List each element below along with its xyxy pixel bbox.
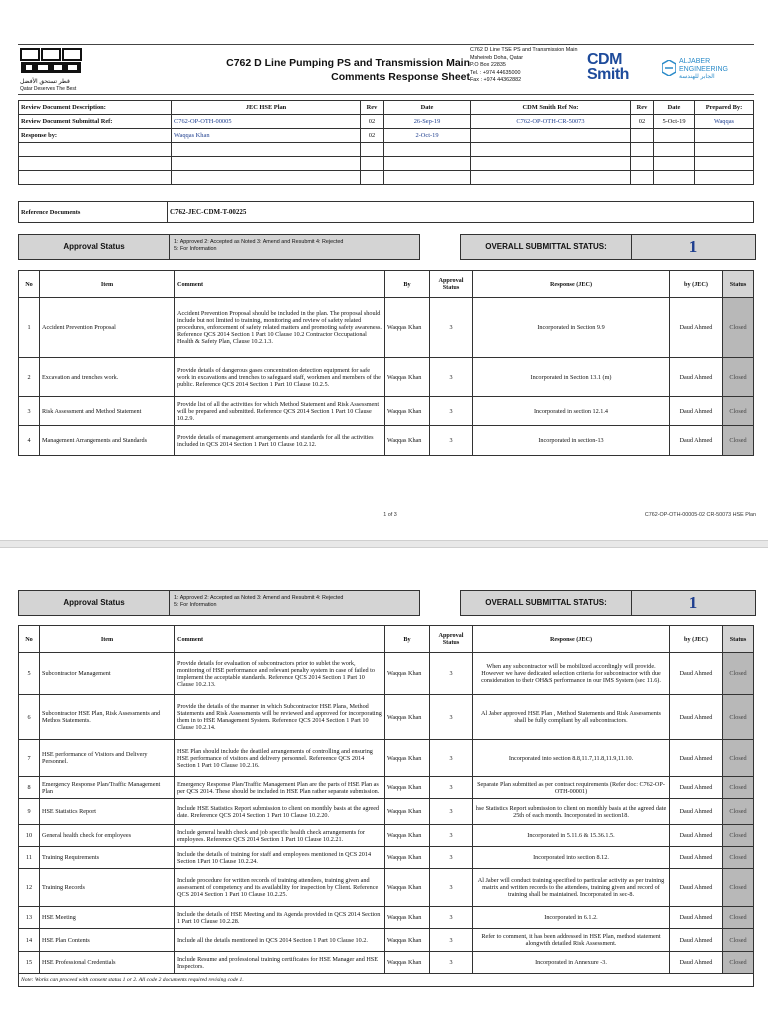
- overall-status-label: OVERALL SUBMITTAL STATUS:: [485, 598, 607, 607]
- approval-codes: [174, 595, 343, 609]
- cell-status: Closed: [723, 298, 754, 358]
- cell-status: Closed: [723, 907, 754, 929]
- empty-cell: [654, 129, 695, 143]
- cell-response: Incorporated into section 8.12.: [473, 847, 670, 869]
- aljaber-arabic: الجابر للهندسة: [679, 74, 715, 80]
- response-date-value: 2-Oct-19: [384, 129, 471, 143]
- cell-by-jec: Daud Ahmed: [670, 952, 723, 974]
- cdm-date-value: 5-Oct-19: [654, 115, 695, 129]
- cell-item: Emergency Response Plan/Traffic Management Plan: [40, 777, 175, 799]
- empty-cell: [384, 171, 471, 185]
- cell-status: Closed: [723, 653, 754, 695]
- cell-status: Closed: [723, 847, 754, 869]
- address-block: [470, 47, 600, 85]
- header-item: Item: [40, 271, 175, 298]
- cell-item: Risk Assessment and Method Statement: [40, 397, 175, 426]
- cell-comment: Include the details of training for staff and employees mentioned in QCS 2014 Section 1Part 10 Clause 10.2.24.: [175, 847, 385, 869]
- cell-response: Incorporated in 5.11.6 & 15.36.1.5.: [473, 825, 670, 847]
- cell-comment: Include general health check and job specific health check arrangements for employees. Reference QCS 2014 Section 1 Part 10 Clause 10.2.21.: [175, 825, 385, 847]
- cell-response: Incorporated in section-13: [473, 426, 670, 456]
- cell-comment: Include HSE Statistics Report submission to client on monthly basis at the agreed date. Rreference QCS 2014 Section 1 Part 10 Clause 10.2.20.: [175, 799, 385, 825]
- empty-cell: [361, 157, 384, 171]
- cell-no: 14: [19, 929, 40, 952]
- cell-comment: HSE Plan should include the deatiled arrangements of controlling and ensuring HSE performance of visitors and delivery personnel. Refereence QCS 2014 Section 1 Part 10 Clause 10.2.16.: [175, 740, 385, 777]
- address-line: Msheireb Doha, Qatar: [470, 54, 524, 61]
- cell-status: Closed: [723, 740, 754, 777]
- cell-approval: 3: [430, 298, 473, 358]
- cell-comment: Emergency Response Plan/Traffic Management Plan are the parts of HSE Plan as per QCS 2014. These should be included in HSE Plan rather separate submission.: [175, 777, 385, 799]
- cell-item: HSE performance of Visitors and Delivery Personnel.: [40, 740, 175, 777]
- address-line: C762 D Line TSE PS and Transmission Main: [470, 47, 578, 53]
- logo-tagline: Qatar Deserves The Best: [20, 86, 77, 92]
- title-line-1: C762 D Line Pumping PS and Transmission Main: [226, 57, 470, 69]
- header-response: Response (JEC): [473, 626, 670, 653]
- cell-response: Incorporated into section 8.8,11.7,11.8,11.9,11.10.: [473, 740, 670, 777]
- cell-no: 11: [19, 847, 40, 869]
- cell-status: Closed: [723, 869, 754, 907]
- table-row: [19, 397, 754, 426]
- empty-cell: [631, 157, 654, 171]
- cell-approval: 3: [430, 740, 473, 777]
- footer-doc-ref: C762-OP-OTH-00005-02 CR-50073 HSE Plan: [644, 512, 756, 518]
- overall-status-value: 1: [688, 593, 698, 612]
- table-row: [19, 847, 754, 869]
- cell-by-jec: Daud Ahmed: [670, 929, 723, 952]
- cell-status: Closed: [723, 777, 754, 799]
- page-number: 1 of 3: [383, 512, 397, 518]
- header-by-jec: by (JEC): [670, 271, 723, 298]
- cell-response: Separate Plan submitted as per contract requirements (Refer doc: C762-OP-OTH-00001): [473, 777, 670, 799]
- cell-item: Excavation and trenches work.: [40, 358, 175, 397]
- reference-label: Reference Documents: [19, 202, 168, 223]
- cell-approval: 3: [430, 952, 473, 974]
- cell-by-jec: Daud Ahmed: [670, 298, 723, 358]
- cell-item: Subcontractor Management: [40, 653, 175, 695]
- table-row: [19, 298, 754, 358]
- page-separator: [0, 540, 768, 548]
- cell-response: Incorporated in Section 9.9: [473, 298, 670, 358]
- col-cdm-ref-header: CDM Smith Ref No:: [471, 101, 631, 115]
- empty-cell: [654, 171, 695, 185]
- header-approval-status: Approval Status: [430, 626, 473, 653]
- empty-cell: [695, 157, 754, 171]
- reference-value: C762-JEC-CDM-T-00225: [168, 202, 754, 223]
- cell-by: Waqqas Khan: [385, 358, 430, 397]
- cell-comment: Provide details of management arrangements and standards for all the activities included in QCS 2014 Section 1 Part 10 Clause 10.2.12.: [175, 426, 385, 456]
- cell-by: Waqqas Khan: [385, 426, 430, 456]
- cell-item: HSE Professional Credentials: [40, 952, 175, 974]
- cell-approval: 3: [430, 653, 473, 695]
- cell-by-jec: Daud Ahmed: [670, 825, 723, 847]
- cell-by: Waqqas Khan: [385, 695, 430, 740]
- cell-comment: Provide list of all the activities for which Method Statement and Risk Assessment will be prepared and submitted. Reference QCS 2014 Section 1 Part 10 Clause 10.2.9.: [175, 397, 385, 426]
- approval-codes-line-1: 1: Approved 2: Accepted as Noted 3: Amend and Resubmit 4: Rejected: [174, 239, 344, 245]
- empty-cell: [384, 143, 471, 157]
- table-row: [19, 907, 754, 929]
- empty-cell: [471, 157, 631, 171]
- empty-cell: [19, 143, 172, 157]
- header-by-jec: by (JEC): [670, 626, 723, 653]
- cdm-logo-line-2: Smith: [587, 66, 629, 83]
- empty-cell: [172, 143, 361, 157]
- overall-status-divider: [631, 235, 632, 259]
- approval-status-label: Approval Status: [63, 598, 125, 607]
- reference-documents-table: [18, 201, 754, 223]
- empty-cell: [19, 157, 172, 171]
- cdm-ref-value: C762-OP-OTH-CR-50073: [471, 115, 631, 129]
- cell-comment: Include the details of HSE Meeting and its Agenda provided in QCS 2014 Section 1 Part 10 Clause 10.2.28.: [175, 907, 385, 929]
- cell-comment: Provide the details of the manner in which Subcontractor HSE Plans, Method Statements and Risk Assessments will be reviewed and approved for incorporating them in to HSE Management System. Reference QCS 2014 Section 1 Part 10 Clause 10.2.14.: [175, 695, 385, 740]
- col-rev-header: Rev: [361, 101, 384, 115]
- table-row: [19, 426, 754, 456]
- col-date-header: Date: [384, 101, 471, 115]
- cell-approval: 3: [430, 847, 473, 869]
- cell-item: Accident Prevention Proposal: [40, 298, 175, 358]
- cell-approval: 3: [430, 777, 473, 799]
- cell-no: 6: [19, 695, 40, 740]
- response-rev-value: 02: [361, 129, 384, 143]
- cell-by: Waqqas Khan: [385, 298, 430, 358]
- table-row: [19, 653, 754, 695]
- cell-status: Closed: [723, 952, 754, 974]
- header-by: By: [385, 271, 430, 298]
- empty-cell: [384, 157, 471, 171]
- overall-status-divider: [631, 591, 632, 615]
- cell-by: Waqqas Khan: [385, 397, 430, 426]
- overall-status-box: [460, 234, 756, 260]
- response-by-label: Response by:: [19, 129, 172, 143]
- cell-response: Incorporated in 6.1.2.: [473, 907, 670, 929]
- cell-no: 13: [19, 907, 40, 929]
- header-status: Status: [723, 271, 754, 298]
- cell-comment: Include procedure for written records of training attendees, training given and assessment of competency and its availability for inspection by Client. Reference QCS 2014 Section 1 Part 10 Clause 10.2.25.: [175, 869, 385, 907]
- cell-by-jec: Daud Ahmed: [670, 397, 723, 426]
- cell-by-jec: Daud Ahmed: [670, 907, 723, 929]
- header-status: Status: [723, 626, 754, 653]
- approval-divider: [169, 591, 170, 615]
- col-rev2-header: Rev: [631, 101, 654, 115]
- cell-item: Management Arrangements and Standards: [40, 426, 175, 456]
- cell-comment: Provide details for evaluation of subcontractors prior to sublet the work, monitoring of HSE performance and relevant penalty system in case of failed to implement the acceptable standards. Reference QCS 2014 Section 1 Part 10 Clause 10.2.13.: [175, 653, 385, 695]
- empty-cell: [172, 171, 361, 185]
- cell-comment: Include Resume and professional training certificates for HSE Manager and HSE Inspectors.: [175, 952, 385, 974]
- approval-codes-line-2: 5: For Information: [174, 246, 217, 252]
- table-row: [19, 869, 754, 907]
- jcc-logo: [20, 48, 82, 90]
- header-comment: Comment: [175, 271, 385, 298]
- review-desc-label: Review Document Description:: [19, 101, 172, 115]
- cell-by: Waqqas Khan: [385, 653, 430, 695]
- approval-divider: [169, 235, 170, 259]
- cell-status: Closed: [723, 799, 754, 825]
- aljaber-line-1: ALJABER: [679, 58, 711, 65]
- cell-comment: Provide details of dangerous gases concentration detection equipment for safe work in excavations and trenches to safeguard staff, workmen and members of the public. Reference QCS 2014 Section 1 Part 10 Clause 10.2.5.: [175, 358, 385, 397]
- cell-by-jec: Daud Ahmed: [670, 847, 723, 869]
- header-approval-status: Approval Status: [430, 271, 473, 298]
- cell-by-jec: Daud Ahmed: [670, 740, 723, 777]
- jcc-logo-mark: [20, 48, 82, 74]
- cell-response: Al Jaber approved HSE Plan , Method Statements and Risk Assessments shall be fully compliant by all subcontractors.: [473, 695, 670, 740]
- aljaber-line-2: ENGINEERING: [679, 66, 729, 73]
- cell-response: Refer to comment, it has been addressed in HSE Plan, method statement alongwith detailed Risk Assessment.: [473, 929, 670, 952]
- cell-by-jec: Daud Ahmed: [670, 653, 723, 695]
- empty-cell: [471, 143, 631, 157]
- cell-no: 3: [19, 397, 40, 426]
- cell-by: Waqqas Khan: [385, 777, 430, 799]
- cell-by-jec: Daud Ahmed: [670, 869, 723, 907]
- empty-cell: [631, 171, 654, 185]
- cell-no: 10: [19, 825, 40, 847]
- cell-item: HSE Meeting: [40, 907, 175, 929]
- address-line: Fax : +974 44362882: [470, 77, 522, 84]
- submittal-ref-value: C762-OP-OTH-00005: [172, 115, 361, 129]
- table-row: [19, 740, 754, 777]
- approval-status-label: Approval Status: [63, 242, 125, 251]
- submittal-rev-value: 02: [361, 115, 384, 129]
- cell-comment: Accident Prevention Proposal should be included in the plan. The proposal should include but not limited to training, monitoring and review of safety related procedures, enforcement of safety related matters and promoting safety awareness. Reference QCS 2014 Section 1 Part 10 Clause 10.2 Contractor Occupational Health & Safety Plan, Clause 10.2.1.3.: [175, 298, 385, 358]
- cell-item: Subcontractor HSE Plan, Risk Assessments and Methos Statements.: [40, 695, 175, 740]
- approval-codes-line-2: 5: For Information: [174, 602, 217, 608]
- header-bottom-rule: [18, 94, 754, 95]
- table-row: [19, 952, 754, 974]
- cell-by: Waqqas Khan: [385, 799, 430, 825]
- col-prepared-header: Prepared By:: [695, 101, 754, 115]
- cell-status: Closed: [723, 695, 754, 740]
- cell-by: Waqqas Khan: [385, 952, 430, 974]
- cell-by: Waqqas Khan: [385, 869, 430, 907]
- submittal-date-value: 26-Sep-19: [384, 115, 471, 129]
- table-row: [19, 929, 754, 952]
- empty-cell: [361, 143, 384, 157]
- cell-no: 4: [19, 426, 40, 456]
- cell-approval: 3: [430, 397, 473, 426]
- comments-table-page-1: [18, 270, 754, 456]
- approval-status-box-page-2: [18, 590, 420, 616]
- cell-response: Incorporated in section 12.1.4: [473, 397, 670, 426]
- prepared-by-value: Waqqas: [695, 115, 754, 129]
- empty-cell: [631, 143, 654, 157]
- cdm-rev-value: 02: [631, 115, 654, 129]
- comments-table-page-2: [18, 625, 754, 987]
- cell-no: 12: [19, 869, 40, 907]
- table-row: [19, 777, 754, 799]
- header-top-rule: [18, 44, 754, 45]
- empty-cell: [695, 129, 754, 143]
- aljaber-logo: [662, 58, 752, 81]
- table-row: [19, 799, 754, 825]
- empty-cell: [361, 171, 384, 185]
- cell-comment: Include all the details mentioned in QCS 2014 Section 1 Part 10 Clause 10.2.: [175, 929, 385, 952]
- cell-by-jec: Daud Ahmed: [670, 777, 723, 799]
- note-text: Note: Works can proceed with consent status 1 or 2. All code 2 documents required revising code 1.: [19, 974, 754, 987]
- header-no: No: [19, 271, 40, 298]
- cell-by: Waqqas Khan: [385, 929, 430, 952]
- cell-response: Al Jaber will conduct training specified to particular activity as per training matrix and written records to the attendees, training given and record of training shall be maintained. Incorporated in sec-8.: [473, 869, 670, 907]
- cell-approval: 3: [430, 358, 473, 397]
- cell-response: Incorporated in Annexure -3.: [473, 952, 670, 974]
- cell-approval: 3: [430, 869, 473, 907]
- approval-codes: [174, 239, 343, 253]
- header-no: No: [19, 626, 40, 653]
- cell-status: Closed: [723, 397, 754, 426]
- header-by: By: [385, 626, 430, 653]
- cell-response: Incorporated in Section 13.1 (m): [473, 358, 670, 397]
- cdm-logo-line-1: CDM: [587, 51, 622, 68]
- cell-approval: 3: [430, 825, 473, 847]
- title-line-2: Comments Response Sheet: [331, 71, 470, 83]
- cell-by-jec: Daud Ahmed: [670, 695, 723, 740]
- cell-by: Waqqas Khan: [385, 847, 430, 869]
- empty-cell: [172, 157, 361, 171]
- cell-no: 7: [19, 740, 40, 777]
- cell-response: hse Statistics Report submission to client on monthly basis at the agreed date 25th of each month. Incorporated in section18.: [473, 799, 670, 825]
- aljaber-mark-icon: [662, 60, 676, 76]
- cell-item: HSE Statistics Report: [40, 799, 175, 825]
- cell-no: 5: [19, 653, 40, 695]
- empty-cell: [695, 143, 754, 157]
- cell-no: 1: [19, 298, 40, 358]
- submittal-ref-label: Review Document Submittal Ref:: [19, 115, 172, 129]
- empty-cell: [471, 129, 631, 143]
- cell-no: 9: [19, 799, 40, 825]
- cdm-smith-logo: [587, 53, 657, 82]
- cell-by: Waqqas Khan: [385, 907, 430, 929]
- cell-status: Closed: [723, 358, 754, 397]
- cell-approval: 3: [430, 426, 473, 456]
- cell-no: 2: [19, 358, 40, 397]
- cell-approval: 3: [430, 929, 473, 952]
- col-plan-header: JEC HSE Plan: [172, 101, 361, 115]
- cell-no: 15: [19, 952, 40, 974]
- empty-cell: [631, 129, 654, 143]
- comments-body-page-1: [19, 298, 754, 456]
- empty-cell: [654, 143, 695, 157]
- cell-item: Training Requirements: [40, 847, 175, 869]
- document-title: [180, 56, 470, 84]
- overall-status-value: 1: [688, 237, 698, 256]
- col-date2-header: Date: [654, 101, 695, 115]
- overall-status-label: OVERALL SUBMITTAL STATUS:: [485, 242, 607, 251]
- cell-response: When any subcontractor will be mobilized accordingly will provide. However we have dedicated selection criteria for subcontractor with due consideration to their OH&S performance in our IMS System (sec 11.6).: [473, 653, 670, 695]
- empty-cell: [19, 171, 172, 185]
- header-comment: Comment: [175, 626, 385, 653]
- cell-status: Closed: [723, 426, 754, 456]
- cell-approval: 3: [430, 907, 473, 929]
- table-row: [19, 825, 754, 847]
- cell-status: Closed: [723, 929, 754, 952]
- approval-status-box: [18, 234, 420, 260]
- address-line: Tel. : +974 44635000: [470, 69, 521, 76]
- cell-item: Training Records: [40, 869, 175, 907]
- document-meta-table: [18, 100, 754, 185]
- table-row: [19, 358, 754, 397]
- header-response: Response (JEC): [473, 271, 670, 298]
- empty-cell: [695, 171, 754, 185]
- response-by-value: Waqqas Khan: [172, 129, 361, 143]
- cell-by-jec: Daud Ahmed: [670, 426, 723, 456]
- cell-no: 8: [19, 777, 40, 799]
- cell-item: HSE Plan Contents: [40, 929, 175, 952]
- empty-cell: [654, 157, 695, 171]
- table-row: [19, 695, 754, 740]
- cell-status: Closed: [723, 825, 754, 847]
- cell-by-jec: Daud Ahmed: [670, 799, 723, 825]
- overall-status-box-page-2: [460, 590, 756, 616]
- comments-body-page-2: [19, 653, 754, 974]
- header-item: Item: [40, 626, 175, 653]
- empty-cell: [471, 171, 631, 185]
- cell-approval: 3: [430, 799, 473, 825]
- logo-arabic: قطر تستحق الأفضل: [20, 79, 70, 85]
- approval-codes-line-1: 1: Approved 2: Accepted as Noted 3: Amend and Resubmit 4: Rejected: [174, 595, 344, 601]
- cell-approval: 3: [430, 695, 473, 740]
- cell-by-jec: Daud Ahmed: [670, 358, 723, 397]
- cell-by: Waqqas Khan: [385, 740, 430, 777]
- address-line: P.O Box 22835: [470, 62, 506, 69]
- cell-item: General health check for employees: [40, 825, 175, 847]
- cell-by: Waqqas Khan: [385, 825, 430, 847]
